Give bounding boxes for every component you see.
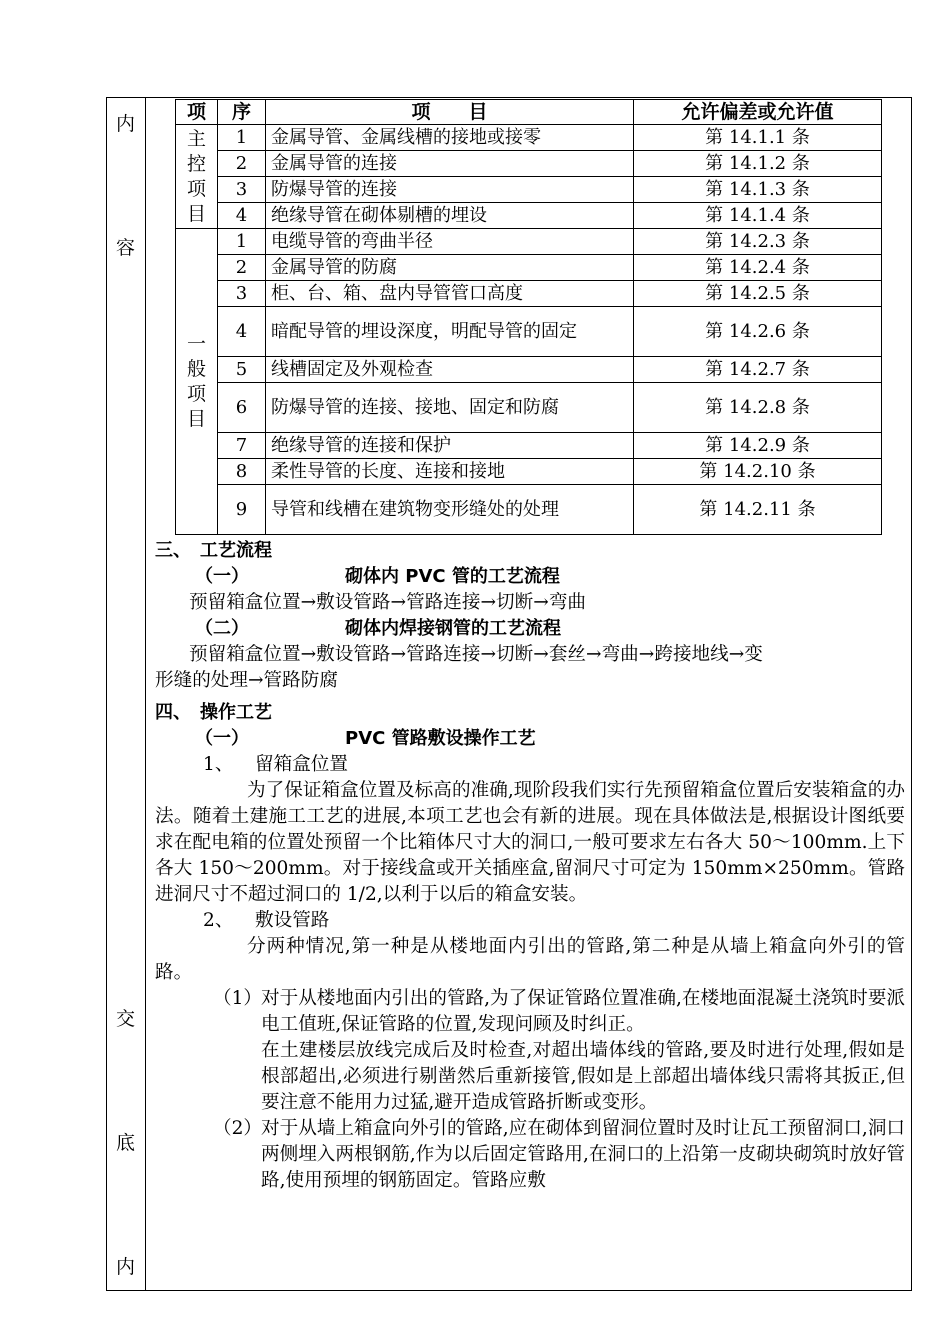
list-item: （1）对于从楼地面内引出的管路,为了保证管路位置准确,在楼地面混凝土浇筑时要派电工值班,保证管路的位置,发现问顾及时纠正。: [213, 988, 906, 1035]
row-no: 8: [218, 459, 266, 485]
row-no: 1: [218, 229, 266, 255]
row-value: 第 14.1.1 条: [634, 125, 882, 151]
row-value: 第 14.2.10 条: [634, 459, 882, 485]
row-item: 绝缘导管在砌体剔槽的埋设: [266, 203, 634, 229]
table-row: [176, 229, 882, 255]
process-flow-text: 预留箱盒位置→敷设管路→管路连接→切断→弯曲: [189, 592, 587, 613]
row-value: 第 14.2.3 条: [634, 229, 882, 255]
header-tolerance: 允许偏差或允许值: [634, 100, 882, 125]
subsection-heading: （一） PVC 管路敷设操作工艺: [195, 728, 536, 749]
group-general: 一 般 项 目: [176, 229, 218, 535]
subsection-heading: （二） 砌体内焊接钢管的工艺流程: [195, 618, 561, 639]
table-header-row: [176, 100, 882, 125]
row-item: 金属导管的连接: [266, 151, 634, 177]
row-no: 3: [218, 281, 266, 307]
row-value: 第 14.2.6 条: [634, 307, 882, 357]
side-column-divider: [145, 97, 146, 1291]
section-heading-operation: 四、 操作工艺: [155, 702, 272, 723]
row-no: 4: [218, 307, 266, 357]
paragraph: 为了保证箱盒位置及标高的准确,现阶段我们实行先预留箱盒位置后安装箱盒的办法。随着土建施工工艺的进展,本项工艺也会有新的进展。现在具体做法是,根据设计图纸要求在配电箱的位置处预留一个比箱体尺寸大的洞口,一般可要求左右各大 50～100mm.上下各大 150～200mm。对于接线盒或开关插座盒,留洞尺寸可定为 150mm×250mm。管路进洞尺寸不超过洞口的 1/2,以利于以后的箱盒安装。: [155, 780, 905, 905]
row-no: 3: [218, 177, 266, 203]
row-no: 1: [218, 125, 266, 151]
row-no: 6: [218, 383, 266, 433]
row-no: 2: [218, 255, 266, 281]
row-item: 电缆导管的弯曲半径: [266, 229, 634, 255]
side-label: 内: [115, 113, 135, 135]
table-row: [176, 357, 882, 383]
table-row: [176, 203, 882, 229]
table-row: [176, 255, 882, 281]
row-item: 金属导管、金属线槽的接地或接零: [266, 125, 634, 151]
subsection-heading: （一） 砌体内 PVC 管的工艺流程: [195, 566, 560, 587]
side-label: 内: [115, 1256, 135, 1278]
row-item: 防爆导管的连接: [266, 177, 634, 203]
row-item: 暗配导管的埋设深度，明配导管的固定: [266, 307, 634, 357]
step-heading: 2、 敷设管路: [203, 910, 330, 931]
row-value: 第 14.2.4 条: [634, 255, 882, 281]
row-value: 第 14.1.2 条: [634, 151, 882, 177]
row-value: 第 14.1.4 条: [634, 203, 882, 229]
row-item: 金属导管的防腐: [266, 255, 634, 281]
row-value: 第 14.2.5 条: [634, 281, 882, 307]
table-row: [176, 485, 882, 535]
list-item: （2）对于从墙上箱盒向外引的管路,应在砌体到留洞位置时及时让瓦工预留洞口,洞口两侧埋入两根钢筋,作为以后固定管路用,在洞口的上沿第一皮砌块砌筑时放好管路,使用预埋的钢筋固定。管路应敷: [213, 1118, 906, 1191]
header-seq: 序: [218, 100, 266, 125]
table-row: [176, 307, 882, 357]
list-item-continuation: 在土建楼层放线完成后及时检查,对超出墙体线的管路,要及时进行处理,假如是根部超出,必须进行剔凿然后重新接管,假如是上部超出墙体线只需将其扳正,但要注意不能用力过猛,避开造成管路折断或变形。: [261, 1040, 905, 1113]
document-body: [155, 538, 905, 1194]
header-category: 项: [176, 100, 218, 125]
table-row: [176, 433, 882, 459]
inspection-items-table: [175, 99, 882, 535]
paragraph: 分两种情况,第一种是从楼地面内引出的管路,第二种是从墙上箱盒向外引的管路。: [155, 936, 905, 983]
row-value: 第 14.2.11 条: [634, 485, 882, 535]
table-row: [176, 383, 882, 433]
row-item: 防爆导管的连接、接地、固定和防腐: [266, 383, 634, 433]
table-row: [176, 281, 882, 307]
side-label: 容: [115, 237, 135, 259]
row-value: 第 14.2.8 条: [634, 383, 882, 433]
row-item: 线槽固定及外观检查: [266, 357, 634, 383]
row-item: 绝缘导管的连接和保护: [266, 433, 634, 459]
table-row: [176, 125, 882, 151]
row-item: 柔性导管的长度、连接和接地: [266, 459, 634, 485]
row-value: 第 14.2.9 条: [634, 433, 882, 459]
step-heading: 1、 留箱盒位置: [203, 754, 348, 775]
process-flow-text: 预留箱盒位置→敷设管路→管路连接→切断→套丝→弯曲→跨接地线→变: [189, 644, 763, 665]
row-no: 5: [218, 357, 266, 383]
row-no: 9: [218, 485, 266, 535]
table-row: [176, 459, 882, 485]
row-no: 7: [218, 433, 266, 459]
process-flow-text: 形缝的处理→管路防腐: [155, 670, 338, 691]
table-row: [176, 177, 882, 203]
side-label: 底: [115, 1132, 135, 1154]
table-row: [176, 151, 882, 177]
row-item: 导管和线槽在建筑物变形缝处的处理: [266, 485, 634, 535]
row-value: 第 14.1.3 条: [634, 177, 882, 203]
side-label: 交: [115, 1008, 135, 1030]
row-no: 4: [218, 203, 266, 229]
section-heading-process: 三、 工艺流程: [155, 540, 272, 561]
row-value: 第 14.2.7 条: [634, 357, 882, 383]
group-main-control: 主 控 项 目: [176, 125, 218, 229]
header-item: 项 目: [266, 100, 634, 125]
row-no: 2: [218, 151, 266, 177]
row-item: 柜、台、箱、盘内导管管口高度: [266, 281, 634, 307]
